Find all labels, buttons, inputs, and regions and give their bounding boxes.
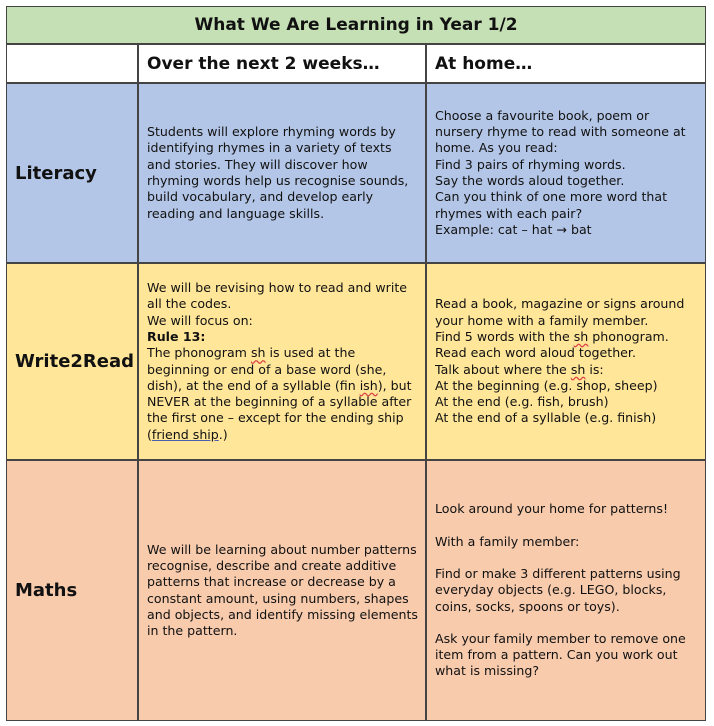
maths-home-line: Ask your family member to remove one item from a pattern. Can you work out what is missing? <box>435 630 686 679</box>
write2read-home-line: Read each word aloud together. <box>435 345 636 361</box>
write2read-plan-intro: We will be revising how to read and write all the codes. <box>147 280 408 312</box>
write2read-home-cell <box>426 263 706 460</box>
literacy-home-line: Find 3 pairs of rhyming words. <box>435 156 626 172</box>
write2read-home-line: At the end (e.g. fish, brush) <box>435 394 609 410</box>
maths-home-line: With a family member: <box>435 533 580 549</box>
literacy-home-line: Can you think of one more word that rhymes with each pair? <box>435 189 668 221</box>
maths-home-line: Find or make 3 different patterns using everyday objects (e.g. LEGO, blocks, coins, socks, spoons or toys). <box>435 565 681 614</box>
rule-title: Rule 13: <box>147 328 206 344</box>
literacy-home-line: Say the words aloud together. <box>435 173 625 188</box>
friend-ship-text: friend ship <box>151 426 219 442</box>
maths-home-line: Look around your home for patterns! <box>435 501 669 517</box>
maths-home-cell <box>426 460 706 721</box>
column-header-home: At home… <box>426 44 706 83</box>
write2read-home-line: Read a book, magazine or signs around your home with a family member. <box>435 296 685 328</box>
literacy-home-line: Choose a favourite book, poem or nursery rhyme to read with someone at home. As you read: <box>435 107 686 156</box>
phonogram-ish: ish <box>359 377 378 393</box>
row-label-write2read: Write2Read <box>6 263 138 460</box>
phonogram-sh: sh <box>250 345 266 361</box>
maths-plan-cell <box>138 460 426 721</box>
table-title: What We Are Learning in Year 1/2 <box>6 6 706 44</box>
maths-plan-text: We will be learning about number patterns recognise, describe and create additive patterns that increase or decrease by a constant amount, using numbers, shapes and objects, and identify missing elements in the pattern. <box>147 541 418 639</box>
write2read-home-line: Talk about where the sh is: <box>435 361 604 377</box>
write2read-home-line: Find 5 words with the sh phonogram. <box>435 328 669 344</box>
literacy-home-line: Example: cat – hat → bat <box>435 221 592 237</box>
write2read-home-line: At the end of a syllable (e.g. finish) <box>435 410 657 426</box>
write2read-plan-cell <box>138 263 426 460</box>
blank-header-cell <box>6 44 138 83</box>
row-label-literacy: Literacy <box>6 83 138 263</box>
row-label-maths: Maths <box>6 460 138 721</box>
literacy-home-cell <box>426 83 706 263</box>
write2read-plan-focus: We will focus on: <box>147 312 253 328</box>
literacy-plan-cell <box>138 83 426 263</box>
literacy-plan-text: Students will explore rhyming words by identifying rhymes in a variety of texts and stories. They will discover how rhyming words help us recognise sounds, build vocabulary, and develop early reading and language skills. <box>147 124 409 221</box>
rule-text: The phonogram sh is used at the beginning or end of a base word (she, dish), at the end of a syllable (fin ish), but NEVER at the beginning of a syllable after the first one – except for the ending ship (friend ship.) <box>147 345 412 442</box>
write2read-home-line: At the beginning (e.g. shop, sheep) <box>435 377 658 393</box>
column-header-plan: Over the next 2 weeks… <box>138 44 426 83</box>
